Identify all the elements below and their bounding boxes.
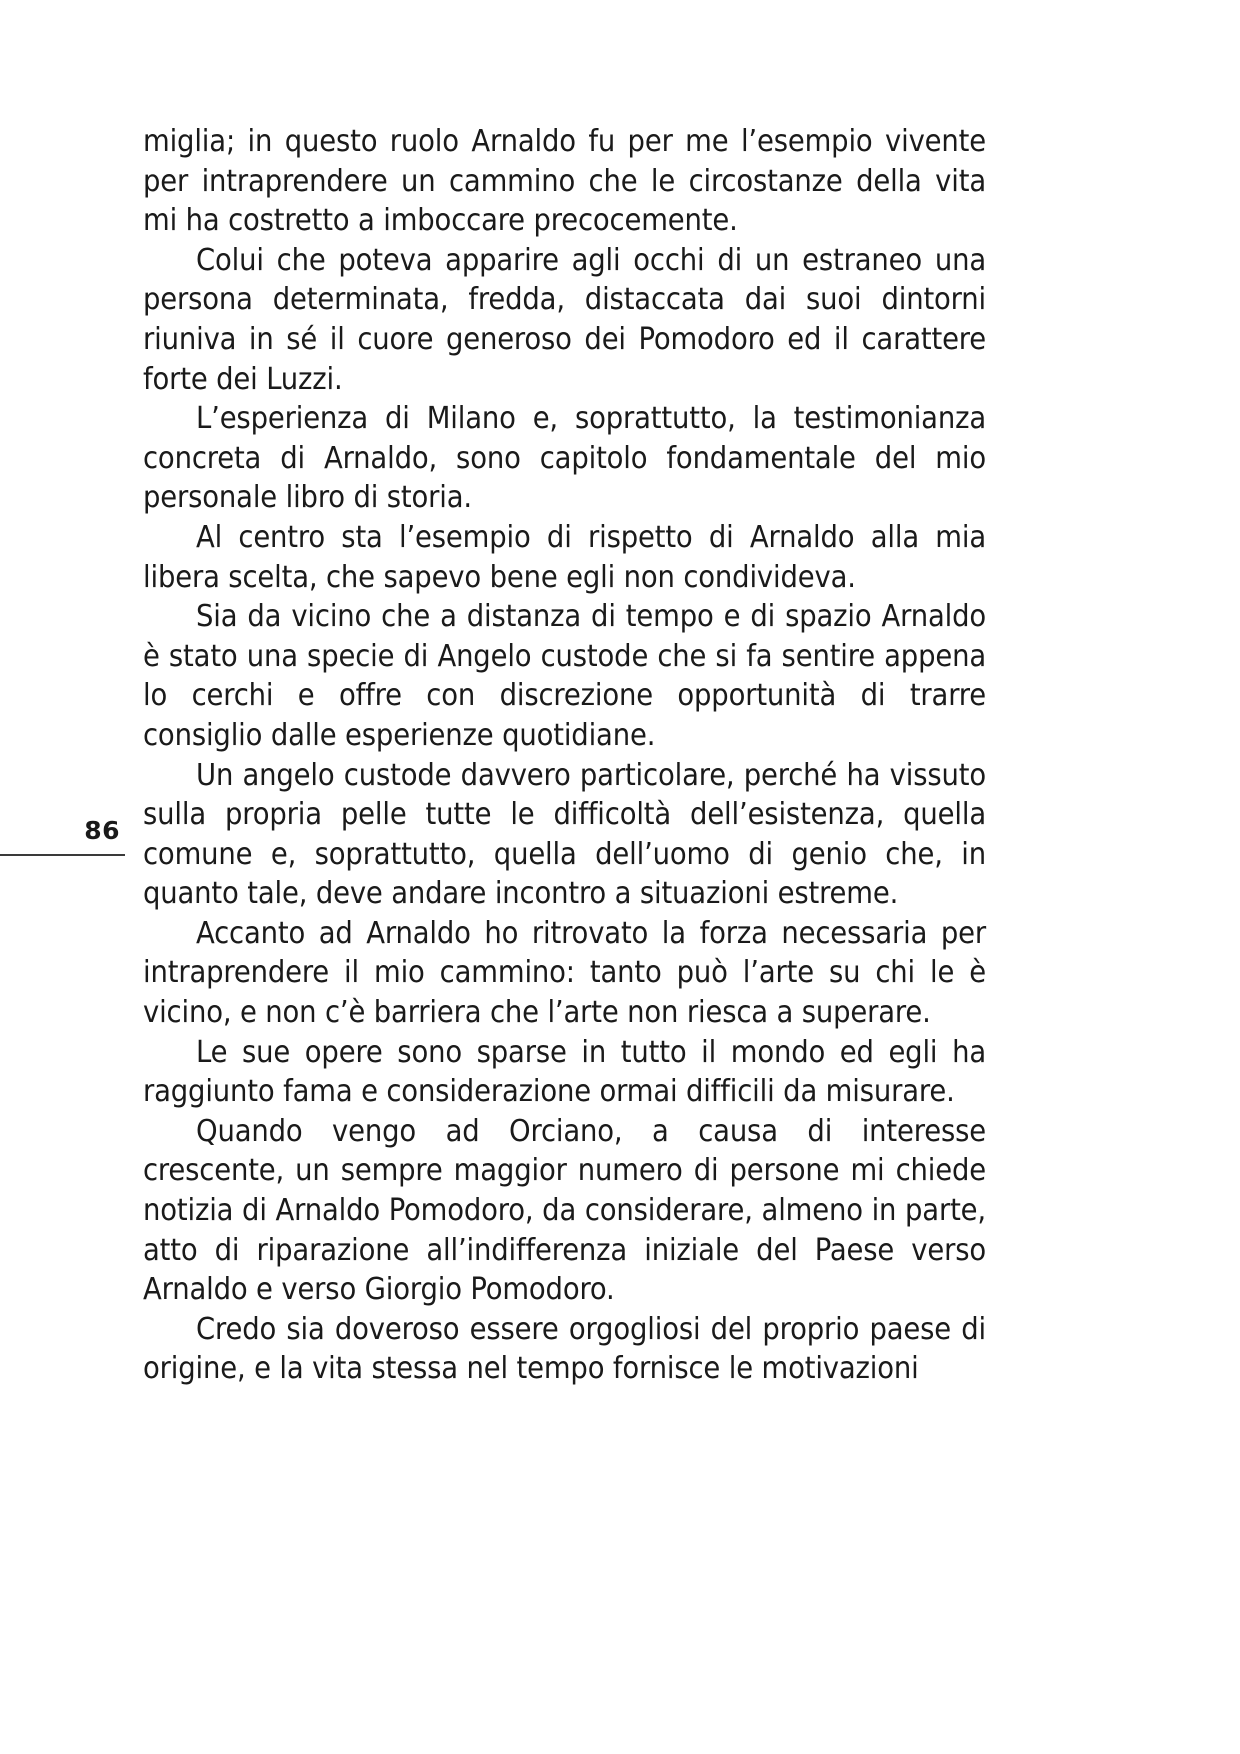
paragraph: Al centro sta l’esempio di rispetto di Arnaldo alla mia libera scelta, che sapevo bene egli non condivideva. bbox=[143, 519, 986, 595]
folio-rule bbox=[0, 854, 125, 856]
paragraph: Credo sia doveroso essere orgogliosi del proprio paese di origine, e la vita stessa nel tempo fornisce le motivazioni bbox=[143, 1311, 986, 1387]
paragraph: Quando vengo ad Orciano, a causa di interesse crescente, un sempre maggior numero di persone mi chiede notizia di Arnaldo Pomodoro, da considerare, almeno in parte, atto di riparazione all’indifferenza iniziale del Paese verso Arnaldo e verso Giorgio Pomodoro. bbox=[143, 1113, 986, 1308]
body-text-column bbox=[143, 122, 986, 1389]
paragraph: Un angelo custode davvero particolare, perché ha vissuto sulla propria pelle tutte le difficoltà dell’esistenza, quella comune e, soprattutto, quella dell’uomo di genio che, in quanto tale, deve andare incontro a situazioni estreme. bbox=[143, 757, 986, 912]
paragraph: Accanto ad Arnaldo ho ritrovato la forza necessaria per intraprendere il mio cammino: tanto può l’arte su chi le è vicino, e non c’è barriera che l’arte non riesca a superare. bbox=[143, 915, 986, 1031]
paragraph: Le sue opere sono sparse in tutto il mondo ed egli ha raggiunto fama e considerazione ormai difficili da misurare. bbox=[143, 1034, 986, 1110]
paragraph: Colui che poteva apparire agli occhi di un estraneo una persona determinata, fredda, distaccata dai suoi dintorni riuniva in sé il cuore generoso dei Pomodoro ed il carattere forte dei Luzzi. bbox=[143, 242, 986, 397]
paragraph: L’esperienza di Milano e, soprattutto, la testimonianza concreta di Arnaldo, sono capitolo fondamentale del mio personale libro di storia. bbox=[143, 401, 986, 516]
paragraph: Sia da vicino che a distanza di tempo e di spazio Arnaldo è stato una specie di Angelo custode che si fa sentire appena lo cerchi e offre con discrezione opportunità di trarre consiglio dalle esperienze quotidiane. bbox=[143, 599, 986, 753]
paragraph: miglia; in questo ruolo Arnaldo fu per me l’esempio vivente per intraprendere un cammino che le circostanze della vita mi ha costretto a imboccare precocemente. bbox=[143, 124, 986, 239]
page-number: 86 bbox=[84, 816, 120, 845]
folio-block bbox=[0, 818, 125, 856]
